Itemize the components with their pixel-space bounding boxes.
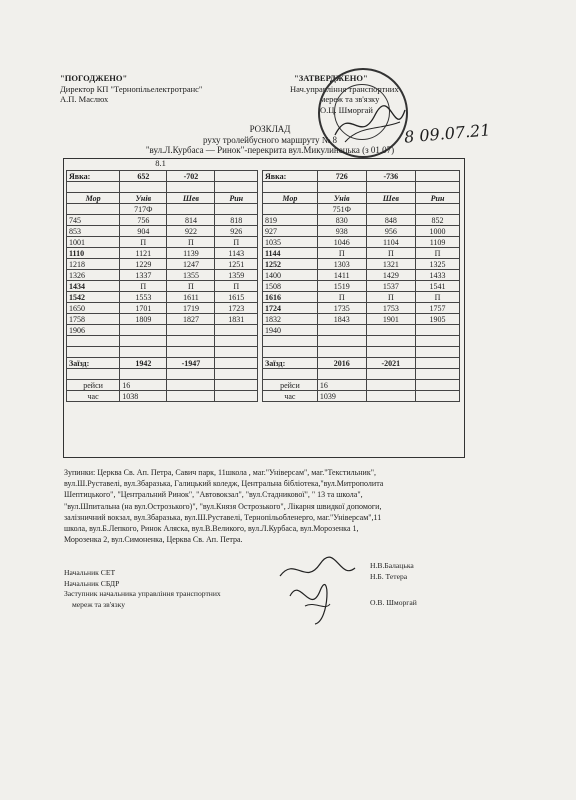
time-cell-univ: П [317, 248, 366, 259]
reisy-value: 16 [317, 380, 366, 391]
zaizd-row [67, 358, 258, 369]
yavka-offset: -736 [366, 171, 415, 182]
table-row [67, 270, 258, 281]
right-rows [263, 215, 460, 336]
column-header-row [67, 193, 258, 204]
approval-right-label: "ЗАТВЕРДЖЕНО" [294, 73, 368, 83]
time-cell-univ: 1337 [120, 270, 167, 281]
table-row [263, 292, 460, 303]
time-cell-shev [366, 325, 415, 336]
time-cell-univ: 1843 [317, 314, 366, 325]
yavka-time: 652 [120, 171, 167, 182]
time-cell-ryn: П [215, 237, 258, 248]
sig-name-1: Н.В.Балацька [370, 561, 414, 570]
time-cell-univ: 756 [120, 215, 167, 226]
zaizd-row [263, 358, 460, 369]
title-line-1: РОЗКЛАД [249, 124, 291, 134]
table-row [263, 259, 460, 270]
time-cell-shev: 814 [167, 215, 215, 226]
table-row [263, 215, 460, 226]
sig-name-3: О.В. Шморгай [370, 598, 417, 607]
col-header: Шев [167, 193, 215, 204]
reisy-label: рейси [67, 380, 120, 391]
time-cell-shev: 1355 [167, 270, 215, 281]
time-cell-mor: 1940 [263, 325, 318, 336]
note-cell: 717Ф [120, 204, 167, 215]
yavka-label: Явка: [263, 171, 318, 182]
col-header: Рин [416, 193, 460, 204]
time-cell-shev: П [366, 292, 415, 303]
time-cell-shev: 1827 [167, 314, 215, 325]
time-cell-univ: 1411 [317, 270, 366, 281]
title-line-2: руху тролейбусного маршруту № 8 [202, 134, 338, 145]
time-cell-shev: 956 [366, 226, 415, 237]
time-cell-mor: 1906 [67, 325, 120, 336]
schedule-title [120, 124, 420, 156]
time-cell-mor: 745 [67, 215, 120, 226]
time-cell-ryn [416, 325, 460, 336]
time-cell-ryn: П [416, 292, 460, 303]
col-header: Шев [366, 193, 415, 204]
time-cell-univ: 830 [317, 215, 366, 226]
stops-line: Морозенка 2, вул.Симоненка, Церква Св. Ап. Петра. [64, 535, 243, 545]
left-rows [67, 215, 258, 336]
approval-right-position: Нач.управління транспортних [290, 83, 399, 94]
time-cell-mor: 1252 [263, 259, 318, 270]
time-cell-mor: 1326 [67, 270, 120, 281]
chas-value: 1039 [317, 391, 366, 402]
time-cell-shev: 848 [366, 215, 415, 226]
time-cell-univ: 1735 [317, 303, 366, 314]
table-row [67, 314, 258, 325]
zaizd-label: Заїзд: [263, 358, 318, 369]
table-row [263, 270, 460, 281]
time-cell-mor: 1110 [67, 248, 120, 259]
yavka-label: Явка: [67, 171, 120, 182]
time-cell-shev: П [167, 281, 215, 292]
time-cell-mor: 927 [263, 226, 318, 237]
approval-date: 8 09.07.21 [403, 120, 492, 147]
time-cell-univ: П [317, 292, 366, 303]
approval-right-name: О.Ц. Шморгай [320, 104, 373, 115]
time-cell-shev: 1719 [167, 303, 215, 314]
reisy-value: 16 [120, 380, 167, 391]
table-row [67, 259, 258, 270]
time-cell-mor: 1650 [67, 303, 120, 314]
time-cell-shev: П [366, 248, 415, 259]
table-row [67, 292, 258, 303]
table-row [67, 303, 258, 314]
time-cell-ryn: 1433 [416, 270, 460, 281]
time-cell-mor: 1144 [263, 248, 318, 259]
time-cell-mor: 1001 [67, 237, 120, 248]
time-cell-ryn [215, 325, 258, 336]
time-cell-shev: 1247 [167, 259, 215, 270]
time-cell-shev: 1753 [366, 303, 415, 314]
time-cell-univ: П [120, 281, 167, 292]
approval-left [60, 73, 270, 105]
yavka-row [67, 171, 258, 182]
stops-line: вул.Ш.Руставелі, вул.Збаразька, Галицький коледж, Центральна бібліотека,"вул.Митрополита [64, 479, 384, 489]
time-cell-mor: 1616 [263, 292, 318, 303]
time-cell-univ: 1809 [120, 314, 167, 325]
time-cell-shev: 1429 [366, 270, 415, 281]
chas-label: час [67, 391, 120, 402]
sig-position-4: мереж та зв'язку [72, 599, 125, 609]
approval-left-name: А.П. Маслюх [60, 94, 109, 104]
time-cell-mor: 1724 [263, 303, 318, 314]
time-cell-univ: 1303 [317, 259, 366, 270]
col-header: Унів [120, 193, 167, 204]
stops-line: Зупинки: Церква Св. Ап. Петра, Савич парк, 11школа , маг."Універсам", маг."Текстильник", [64, 468, 376, 477]
table-row [263, 303, 460, 314]
time-cell-mor: 1400 [263, 270, 318, 281]
right-timetable [262, 170, 460, 402]
zaizd-label: Заїзд: [67, 358, 120, 369]
sig-name-2: Н.Б. Тетера [370, 571, 408, 581]
route-cell: 8.1 [155, 158, 166, 168]
stops-line: школа, вул.Б.Лепкого, Ринок Аляска, вул.В.Великого, вул.Л.Курбаса, вул.Морозенка 1, [64, 524, 359, 534]
table-row [263, 281, 460, 292]
zaizd-offset: -1947 [167, 358, 215, 369]
time-cell-shev: 922 [167, 226, 215, 237]
time-cell-ryn: 1325 [416, 259, 460, 270]
stops-list [64, 467, 484, 545]
stops-line: Шептицького", "Центральний Ринок", "Автовокзал", "вул.Стадникової", " 13 та школа", [64, 490, 363, 500]
time-cell-univ: 1519 [317, 281, 366, 292]
time-cell-univ: 904 [120, 226, 167, 237]
signatures-right [370, 561, 480, 609]
time-cell-univ: 1701 [120, 303, 167, 314]
reisy-label: рейси [263, 380, 318, 391]
stops-line: залізничний вокзал, вул.Збаразька, вул.Ш.Руставелі, Тернопільобленерго, маг."Універсам",11 [64, 512, 382, 522]
table-row [263, 248, 460, 259]
reisy-row [263, 380, 460, 391]
time-cell-ryn: 1109 [416, 237, 460, 248]
approval-left-label: "ПОГОДЖЕНО" [60, 73, 128, 83]
col-header: Мор [263, 193, 318, 204]
time-cell-ryn: 1143 [215, 248, 258, 259]
time-cell-ryn: 926 [215, 226, 258, 237]
table-row [263, 325, 460, 336]
time-cell-ryn: 1905 [416, 314, 460, 325]
table-row [67, 248, 258, 259]
time-cell-shev: 1611 [167, 292, 215, 303]
time-cell-univ: 1553 [120, 292, 167, 303]
yavka-time: 726 [317, 171, 366, 182]
time-cell-shev: 1901 [366, 314, 415, 325]
time-cell-univ: 1046 [317, 237, 366, 248]
time-cell-mor: 1218 [67, 259, 120, 270]
time-cell-shev: 1139 [167, 248, 215, 259]
time-cell-univ: 1121 [120, 248, 167, 259]
chas-value: 1038 [120, 391, 167, 402]
approval-left-position: Директор КП "Тернопільелектротранс" [60, 83, 203, 94]
time-cell-ryn: 1251 [215, 259, 258, 270]
table-row [263, 237, 460, 248]
table-row [263, 314, 460, 325]
time-cell-ryn: 1757 [416, 303, 460, 314]
time-cell-mor: 1758 [67, 314, 120, 325]
chas-label: час [263, 391, 318, 402]
time-cell-ryn: П [416, 248, 460, 259]
table-row [67, 281, 258, 292]
title-line-3: "вул.Л.Курбаса — Ринок"-перекрита вул.Микулинецька (з 01.07) [145, 145, 395, 155]
time-cell-univ: 1229 [120, 259, 167, 270]
table-row [67, 325, 258, 336]
sig-position-3: Заступник начальника управління транспортних [64, 589, 221, 598]
time-cell-ryn: 1000 [416, 226, 460, 237]
signatures-left [64, 568, 274, 610]
time-cell-ryn: 1541 [416, 281, 460, 292]
time-cell-ryn: 1359 [215, 270, 258, 281]
sig-position-2: Начальник СБДР [64, 578, 120, 588]
col-header: Рин [215, 193, 258, 204]
zaizd-time: 2016 [317, 358, 366, 369]
time-cell-mor: 819 [263, 215, 318, 226]
time-cell-shev: 1104 [366, 237, 415, 248]
zaizd-time: 1942 [120, 358, 167, 369]
col-header: Унів [317, 193, 366, 204]
time-cell-mor: 1434 [67, 281, 120, 292]
time-cell-univ [120, 325, 167, 336]
table-row [67, 237, 258, 248]
chas-row [263, 391, 460, 402]
stops-line: "вул.Шпитальна (на вул.Острозького)", "вул.Князя Острозького", Лікарня швидкої допомоги, [64, 501, 382, 511]
chas-row [67, 391, 258, 402]
table-row [67, 226, 258, 237]
time-cell-mor: 1508 [263, 281, 318, 292]
time-cell-ryn: 1723 [215, 303, 258, 314]
time-cell-univ: 938 [317, 226, 366, 237]
table-row [67, 215, 258, 226]
time-cell-shev [167, 325, 215, 336]
left-timetable [66, 170, 258, 402]
time-cell-mor: 1542 [67, 292, 120, 303]
time-cell-ryn: 1615 [215, 292, 258, 303]
yavka-row [263, 171, 460, 182]
col-header: Мор [67, 193, 120, 204]
zaizd-offset: -2021 [366, 358, 415, 369]
signature-scribble-bottom [270, 556, 360, 626]
time-cell-ryn: 852 [416, 215, 460, 226]
time-cell-mor: 853 [67, 226, 120, 237]
time-cell-shev: П [167, 237, 215, 248]
column-header-row [263, 193, 460, 204]
yavka-offset: -702 [167, 171, 215, 182]
time-cell-mor: 1832 [263, 314, 318, 325]
time-cell-ryn: П [215, 281, 258, 292]
time-cell-shev: 1537 [366, 281, 415, 292]
sig-position-1: Начальник СЕТ [64, 568, 116, 577]
time-cell-ryn: 1831 [215, 314, 258, 325]
time-cell-mor: 1035 [263, 237, 318, 248]
time-cell-univ [317, 325, 366, 336]
time-cell-univ: П [120, 237, 167, 248]
table-row [263, 226, 460, 237]
approval-right-position-2: мереж та зв'язку [320, 94, 380, 104]
time-cell-shev: 1321 [366, 259, 415, 270]
note-cell: 751Ф [317, 204, 366, 215]
time-cell-ryn: 818 [215, 215, 258, 226]
reisy-row [67, 380, 258, 391]
